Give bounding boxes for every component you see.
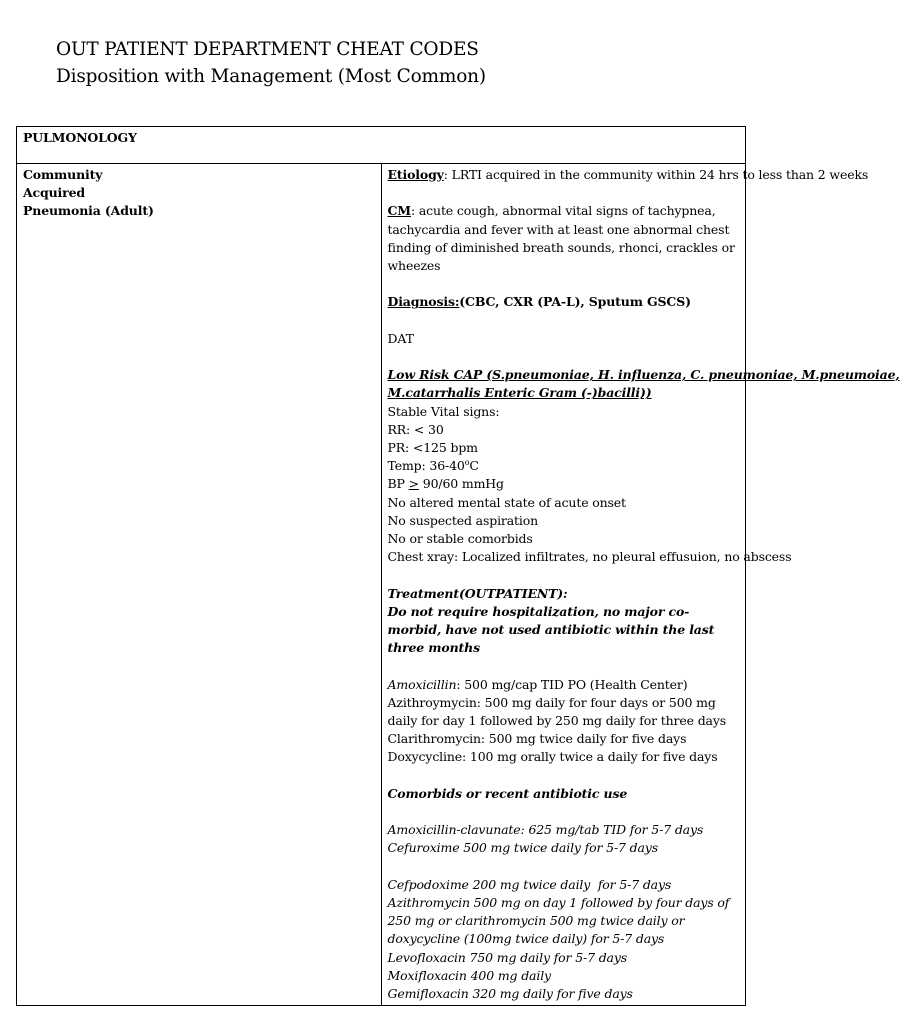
cheat-code-table (16, 126, 900, 1006)
low-risk-line-1: Low Risk CAP (S.pneumoniae, H. influenza, C. pneumoniae, M.pneumoiae, (387, 367, 900, 383)
aspiration-line: No suspected aspiration (387, 512, 539, 528)
stable-vitals-line: Stable Vital signs: (387, 403, 500, 419)
low-risk-line-2: M.catarrhalis Enteric Gram (-)bacilli)) (387, 385, 652, 401)
temp-text: Temp: 36-40 (387, 458, 465, 474)
title-line-2: Disposition with Management (Most Common) (56, 66, 486, 87)
levofloxacin-line: Levofloxacin 750 mg daily for 5-7 days (387, 949, 628, 965)
amoxicillin-line (388, 676, 740, 694)
doxycycline-line: Doxycycline: 100 mg orally twice a daily for five days (387, 749, 718, 765)
diagnosis-text: (CBC, CXR (PA-L), Sputum GSCS) (459, 294, 691, 310)
cm-text: : acute cough, abnormal vital signs of tachypnea, tachycardia and fever with at least one abnormal chest finding of diminished breath sounds, rhonci, crackles or wheezes (387, 203, 735, 273)
pr-line: PR: <125 bpm (387, 439, 478, 455)
condition-line-1: Community (23, 167, 103, 182)
gemifloxacin-line: Gemifloxacin 320 mg daily for five days (387, 986, 633, 1001)
moxifloxacin-line: Moxifloxacin 400 mg daily (387, 967, 551, 983)
condition-line-3: Pneumonia (Adult) (23, 203, 154, 219)
etiology-line (387, 166, 869, 184)
cm-label: CM (387, 203, 411, 219)
amoxicillin-dose: : 500 mg/cap TID PO (Health Center) (456, 676, 688, 692)
amox-clav-line: Amoxicillin-clavunate: 625 mg/tab TID for 5-7 days (387, 822, 704, 838)
chest-xray-line: Chest xray: Localized infiltrates, no pleural effusuion, no abscess (387, 549, 792, 565)
document-title (56, 36, 486, 90)
condition-line-2: Acquired (23, 185, 85, 201)
dat-line: DAT (387, 330, 414, 346)
cefuroxime-line: Cefuroxime 500 mg twice daily for 5-7 days (387, 840, 658, 856)
etiology-text: : LRTI acquired in the community within 24 hrs to less than 2 weeks (443, 167, 869, 182)
management-cell (381, 164, 900, 1006)
bp-prefix: BP (387, 476, 409, 492)
condition-cell (17, 164, 382, 1006)
diagnosis-label: Diagnosis: (387, 294, 460, 310)
amoxicillin-name: Amoxicillin (387, 676, 457, 692)
etiology-label: Etiology (387, 167, 444, 182)
treatment-heading: Treatment(OUTPATIENT): (387, 585, 568, 601)
comorbids-line: No or stable comorbids (387, 531, 533, 546)
azithromycin-comorbid-line: Azithromycin 500 mg on day 1 followed by four days of 250 mg or clarithromycin 500 mg twice daily or doxycycline (100mg twice daily) for 5-7 days (387, 894, 730, 947)
azithromycin-outpatient-line: Azithroymycin: 500 mg daily for four days or 500 mg daily for day 1 followed by 250 mg daily for three days (387, 694, 727, 728)
rr-line: RR: < 30 (387, 421, 444, 437)
cefpodoxime-line: Cefpodoxime 200 mg twice daily for 5-7 days (387, 876, 672, 892)
bp-value: 90/60 mmHg (418, 476, 504, 492)
cm-paragraph (388, 202, 740, 275)
bp-line (388, 475, 740, 493)
section-row (17, 127, 746, 164)
degree-superscript: o (464, 458, 470, 468)
section-heading: PULMONOLOGY (17, 127, 746, 164)
comorbid-heading: Comorbids or recent antibiotic use (387, 785, 628, 801)
treatment-subheading: Do not require hospitalization, no major co-morbid, have not used antibiotic within the last three months (387, 603, 715, 656)
mental-state-line: No altered mental state of acute onset (387, 494, 626, 510)
temp-unit: C (469, 458, 479, 474)
diagnosis-line (388, 293, 740, 311)
clarithromycin-line: Clarithromycin: 500 mg twice daily for five days (387, 731, 687, 747)
condition-row (17, 164, 746, 1006)
bp-symbol: > (408, 476, 419, 492)
title-line-1: OUT PATIENT DEPARTMENT CHEAT CODES (56, 39, 479, 60)
temp-line (388, 457, 740, 475)
